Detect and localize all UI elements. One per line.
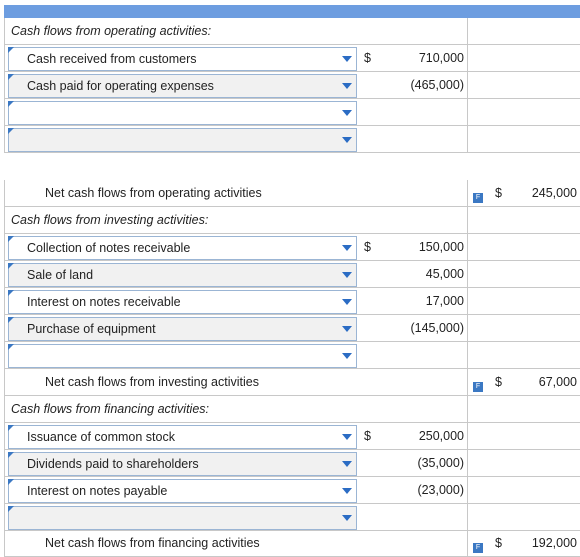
chevron-down-icon[interactable] [342, 137, 352, 143]
table-row [4, 261, 580, 288]
chevron-down-icon[interactable] [342, 245, 352, 251]
line-item-label: Collection of notes receivable [27, 241, 191, 255]
line-item-dropdown[interactable] [8, 317, 357, 341]
section-heading-operating: Cash flows from operating activities: [11, 24, 212, 38]
line-item-dropdown[interactable] [8, 344, 357, 368]
worksheet-header-bar [4, 5, 580, 18]
line-item-label: Purchase of equipment [27, 322, 156, 336]
table-row [4, 45, 580, 72]
flag-icon[interactable]: F [473, 543, 483, 553]
line-item-dropdown[interactable] [8, 236, 357, 260]
currency-symbol: $ [364, 429, 371, 443]
chevron-down-icon[interactable] [342, 326, 352, 332]
amount-input[interactable] [373, 126, 468, 153]
amount-input[interactable] [373, 288, 468, 315]
net-total-amount[interactable] [504, 180, 580, 207]
table-row [4, 342, 580, 369]
chevron-down-icon[interactable] [342, 434, 352, 440]
chevron-down-icon[interactable] [342, 56, 352, 62]
line-item-label: Issuance of common stock [27, 430, 175, 444]
line-item-dropdown[interactable] [8, 479, 357, 503]
section-heading-investing: Cash flows from investing activities: [11, 213, 209, 227]
amount-value: 250,000 [418, 429, 464, 443]
line-item-dropdown[interactable] [8, 74, 357, 98]
amount-value: 150,000 [418, 240, 464, 254]
net-total-value: 192,000 [531, 536, 577, 550]
amount-input[interactable] [373, 342, 468, 369]
line-item-label: Sale of land [27, 268, 94, 282]
amount-input[interactable] [373, 234, 468, 261]
amount-input[interactable] [373, 72, 468, 99]
table-row [4, 423, 580, 450]
table-row [4, 315, 580, 342]
section-heading-row-financing [4, 396, 580, 423]
net-total-label: Net cash flows from investing activities [45, 375, 259, 389]
line-item-dropdown[interactable] [8, 101, 357, 125]
table-row [4, 288, 580, 315]
currency-symbol: $ [495, 186, 502, 200]
amount-input[interactable] [373, 45, 468, 72]
line-item-label: Interest on notes receivable [27, 295, 181, 309]
line-item-dropdown[interactable] [8, 128, 357, 152]
table-row [4, 450, 580, 477]
amount-value: 710,000 [418, 51, 464, 65]
net-total-row-investing [4, 369, 580, 396]
currency-symbol: $ [495, 536, 502, 550]
currency-symbol: $ [364, 240, 371, 254]
chevron-down-icon[interactable] [342, 83, 352, 89]
currency-symbol: $ [495, 375, 502, 389]
chevron-down-icon[interactable] [342, 299, 352, 305]
amount-input[interactable] [373, 315, 468, 342]
table-row [4, 99, 580, 126]
line-item-dropdown[interactable] [8, 425, 357, 449]
amount-input[interactable] [373, 504, 468, 531]
net-total-amount[interactable] [504, 369, 580, 396]
amount-value: (23,000) [417, 483, 464, 497]
line-item-dropdown[interactable] [8, 263, 357, 287]
chevron-down-icon[interactable] [342, 461, 352, 467]
net-total-label: Net cash flows from operating activities [45, 186, 262, 200]
section-heading-row-operating [4, 18, 580, 45]
table-row [4, 477, 580, 504]
amount-value: 17,000 [425, 294, 464, 308]
amount-value: (145,000) [410, 321, 464, 335]
line-item-dropdown[interactable] [8, 47, 357, 71]
table-row [4, 234, 580, 261]
net-total-value: 67,000 [538, 375, 577, 389]
flag-icon[interactable]: F [473, 193, 483, 203]
section-heading-row-investing [4, 207, 580, 234]
net-total-row-operating [4, 180, 580, 207]
chevron-down-icon[interactable] [342, 488, 352, 494]
chevron-down-icon[interactable] [342, 272, 352, 278]
table-row [4, 126, 580, 153]
amount-input[interactable] [373, 99, 468, 126]
currency-symbol: $ [364, 51, 371, 65]
amount-input[interactable] [373, 477, 468, 504]
amount-input[interactable] [373, 261, 468, 288]
chevron-down-icon[interactable] [342, 353, 352, 359]
net-total-row-financing [4, 530, 580, 557]
net-total-amount[interactable] [504, 530, 580, 557]
chevron-down-icon[interactable] [342, 110, 352, 116]
table-row [4, 72, 580, 99]
chevron-down-icon[interactable] [342, 515, 352, 521]
line-item-label: Interest on notes payable [27, 484, 168, 498]
table-row [4, 504, 580, 531]
net-total-value: 245,000 [531, 186, 577, 200]
section-heading-financing: Cash flows from financing activities: [11, 402, 209, 416]
line-item-dropdown[interactable] [8, 452, 357, 476]
line-item-label: Cash paid for operating expenses [27, 79, 214, 93]
amount-value: (465,000) [410, 78, 464, 92]
amount-value: (35,000) [417, 456, 464, 470]
line-item-dropdown[interactable] [8, 290, 357, 314]
line-item-dropdown[interactable] [8, 506, 357, 530]
line-item-label: Dividends paid to shareholders [27, 457, 199, 471]
amount-input[interactable] [373, 423, 468, 450]
flag-icon[interactable]: F [473, 382, 483, 392]
amount-input[interactable] [373, 450, 468, 477]
net-total-label: Net cash flows from financing activities [45, 536, 260, 550]
amount-value: 45,000 [425, 267, 464, 281]
line-item-label: Cash received from customers [27, 52, 197, 66]
